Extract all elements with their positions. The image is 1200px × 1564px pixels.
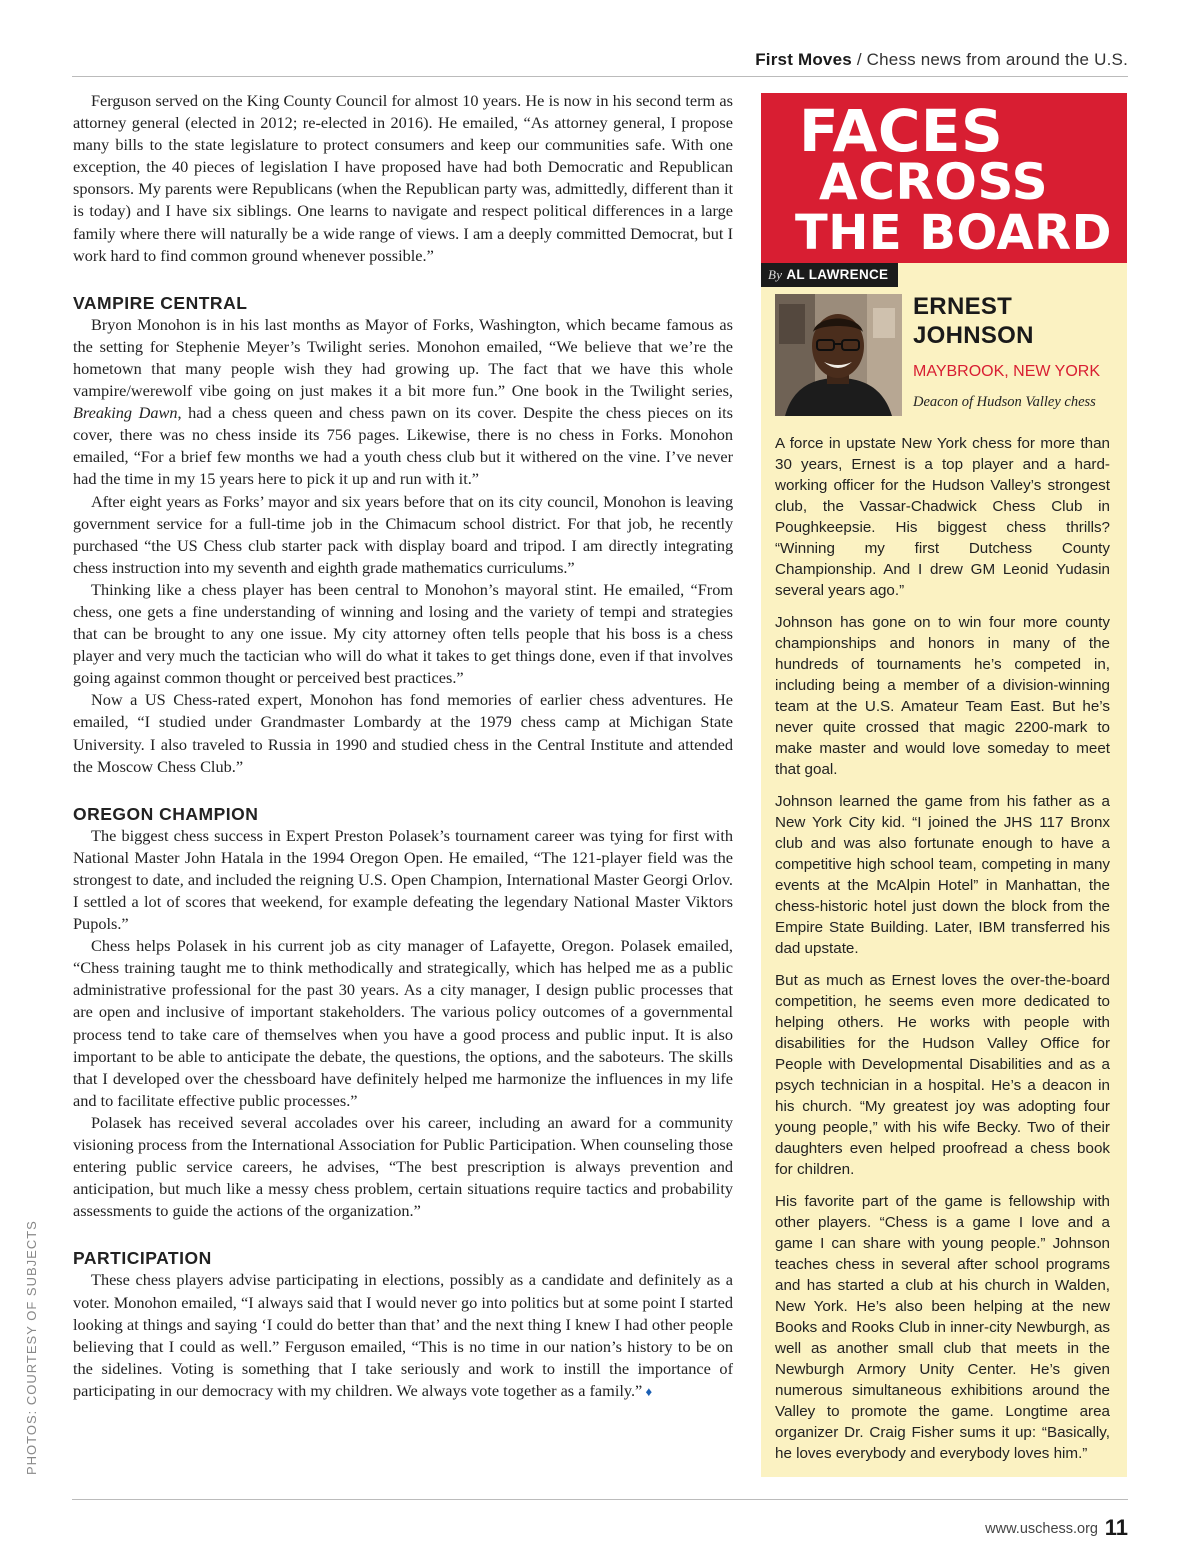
running-header (755, 50, 1128, 70)
page-number: 11 (1104, 1515, 1128, 1540)
header-separator: / (851, 50, 867, 69)
footer-url[interactable]: www.uschess.org (985, 1521, 1098, 1537)
profile-name (913, 292, 1034, 350)
byline-author: AL LAWRENCE (786, 267, 889, 282)
article-paragraph (73, 314, 733, 491)
sidebar-paragraph: Johnson learned the game from his father as a New York City kid. “I joined the JHS 117 Bronx club and was also fortunate enough to have a competitive high school team, competing in many events at the McAlpin Hotel” in Manhattan, the chess-historic hotel just down the block from the Empire State Building. Later, IBM transferred his dad upstate. (775, 793, 1110, 957)
sidebar-banner (761, 93, 1127, 263)
faces-across-the-board-sidebar (761, 93, 1127, 1477)
sidebar-paragraph: A force in upstate New York chess for more than 30 years, Ernest is a top player and a hard-working officer for the Hudson Valley’s strongest club, the Vassar-Chadwick Chess Club in Poughkeepsie. His biggest chess thrills? “Winning my first Dutchess County Championship. And I drew GM Leonid Yudasin several years ago.” (775, 435, 1110, 599)
section-heading-participation: PARTICIPATION (73, 1248, 212, 1269)
section-tagline: Chess news from around the U.S. (866, 50, 1128, 69)
profile-photo (775, 294, 902, 416)
article-paragraph: Thinking like a chess player has been central to Monohon’s mayoral stint. He emailed, “From chess, one gets a fine understanding of winning and losing and the variety of tempi and strategies that can be brought to any one issue. My city attorney often tells people that his boss is a chess player and very much the tactician who will do what it takes to get things done, even if that involves going against common thought or perceived best practices.” (73, 579, 733, 688)
article-paragraph: Polasek has received several accolades over his career, including an award for a community visioning process from the International Association for Public Participation. When counseling those entering public service careers, he advises, “The best prescription is always prevention and anticipation, but much like a messy chess problem, certain situations require tactics and probability assessments to guide the actions of the organization.” (73, 1112, 733, 1221)
article-paragraph: The biggest chess success in Expert Preston Polasek’s tournament career was tying for first with National Master John Hatala in the 1994 Oregon Open. He emailed, “The 121-player field was the strongest to date, and included the reigning U.S. Open Champion, International Master Georgi Orlov. I settled a lot of scores that weekend, for example defeating the legendary National Master Viktors Pupols.” (73, 825, 733, 934)
footer-rule (72, 1499, 1128, 1500)
portrait-illustration (775, 294, 902, 416)
header-rule (72, 76, 1128, 77)
sidebar-paragraph: His favorite part of the game is fellowship with other players. “Chess is a game I love and a game I can share with young people.” Johnson teaches chess in several after school programs and has started a club at his church in Walden, New York. He’s also been helping at the new Books and Rooks Club in inner-city Newburgh, as well as another small club that meets in the Newburgh Armory Unity Center. He’s given numerous simultaneous exhibitions around the Valley to promote the game. Longtime area organizer Dr. Craig Fisher sums it up: “Basically, he loves everybody and everybody loves him.” (775, 1193, 1110, 1462)
section-heading-oregon-champion: OREGON CHAMPION (73, 803, 259, 824)
photo-credit: PHOTOS: COURTESY OF SUBJECTS (24, 1220, 39, 1475)
intro-paragraph: Ferguson served on the King County Council for almost 10 years. He is now in his second term as attorney general (elected in 2012; re-elected in 2016). He emailed, “As attorney general, I propose many bills to the state legislature to protect consumers and keep our communities safe. With one exception, the 40 pieces of legislation I have proposed have had both Democratic and Republican sponsors. My parents were Republicans (when the Republican party was, admittedly, different than it is today) and I have six siblings. One learns to navigate and respect political differences in a large family where there will naturally be a wide range of views. I am a deeply committed Democrat, but I work hard to find common ground whenever possible.” (73, 91, 733, 265)
banner-title-line-1: FACES (799, 97, 1004, 165)
sidebar-body (775, 433, 1110, 1475)
article-paragraph: Now a US Chess-rated expert, Monohon has fond memories of earlier chess adventures. He emailed, “I studied under Grandmaster Lombardy at the 1979 chess camp at Michigan State University. I also traveled to Russia in 1990 and studied chess in the Central Institute and attended the Moscow Chess Club.” (73, 690, 733, 776)
main-article (73, 90, 733, 1403)
byline (761, 263, 898, 287)
paragraph-text: These chess players advise participating in elections, possibly as a candidate and definitely as a voter. Monohon emailed, “I always said that I would never go into politics but at some point I started looking at things and saying ‘I could do better than that’ and the next thing I knew I had other people believing that I could as well.” Ferguson emailed, “This is no time in our nation’s history to be on the sidelines. Voting is something that I take seriously and work to instill the importance of participating in our democracy with my children. We always vote together as a family.” (73, 1270, 733, 1400)
section-name: First Moves (755, 50, 852, 69)
sidebar-paragraph: But as much as Ernest loves the over-the-board competition, he seems even more dedicated to helping others. He works with people with disabilities for the Hudson Valley Office for People with Developmental Disabilities and as a psych technician in a hospital. He’s a deacon in his church. “My greatest joy was adopting four young people,” with his wife Becky. Two of their daughters even helped proofread a chess book for children. (775, 972, 1110, 1178)
banner-title-line-3: THE BOARD (795, 205, 1112, 261)
profile-title: Deacon of Hudson Valley chess (913, 394, 1096, 410)
article-paragraph (73, 1269, 733, 1403)
banner-title-line-2: ACROSS (819, 153, 1049, 211)
profile-location: MAYBROOK, NEW YORK (913, 363, 1100, 380)
sidebar-paragraph: Johnson has gone on to win four more county championships and honors in many of the hundreds of tournaments he’s competed in, including being a member of a division-winning team at the U.S. Amateur Team East. But he’s never quite crossed that magic 2200-mark to make master and would love someday to meet that goal. (775, 614, 1110, 778)
profile-first-name: ERNEST (913, 293, 1013, 320)
profile-last-name: JOHNSON (913, 322, 1034, 349)
end-of-article-icon: ♦ (642, 1383, 653, 1399)
paragraph-text: Bryon Monohon is in his last months as Mayor of Forks, Washington, which became famous as the setting for Stephenie Meyer’s Twilight series. Monohon emailed, “We believe that we’re the hometown that many people wish they had growing up. The fact that we have this whole vampire/werewolf vibe going on just makes it a bit more fun.” One book in the Twilight series, Breaking Dawn, had a chess queen and chess pawn on its cover. Despite the chess pieces on its cover, there was no chess inside its 756 pages. Likewise, there is no chess in Forks. Monohon emailed, “For a brief few months we had a youth chess club but it withered on the vine. I’ve never had the time in my 15 years here to pick it up and run with it.” (73, 314, 733, 489)
article-paragraph: Chess helps Polasek in his current job as city manager of Lafayette, Oregon. Polasek emailed, “Chess training taught me to think methodically and strategically, which has helped me as a public administrative professional for the past 30 years. As a city manager, I design public processes that are open and inclusive of important stakeholders. The various policy outcomes of a governmental process tend to take care of themselves when you have a good process and public input. It is also important to be able to anticipate the debate, the questions, the options, and the saboteurs. The skills that I developed over the chessboard have definitely helped me harmonize the influences in my life and to facilitate effective public processes.” (73, 936, 733, 1110)
article-paragraph: After eight years as Forks’ mayor and six years before that on its city council, Monohon is leaving government service for a full-time job in the Chimacum school district. For that job, he recently purchased “the US Chess club starter pack with display board and tripod. I am directly integrating chess instruction into my seventh and eighth grade mathematics curriculums.” (73, 491, 733, 577)
section-heading-vampire-central: VAMPIRE CENTRAL (73, 292, 248, 313)
byline-prefix: By (768, 267, 783, 282)
